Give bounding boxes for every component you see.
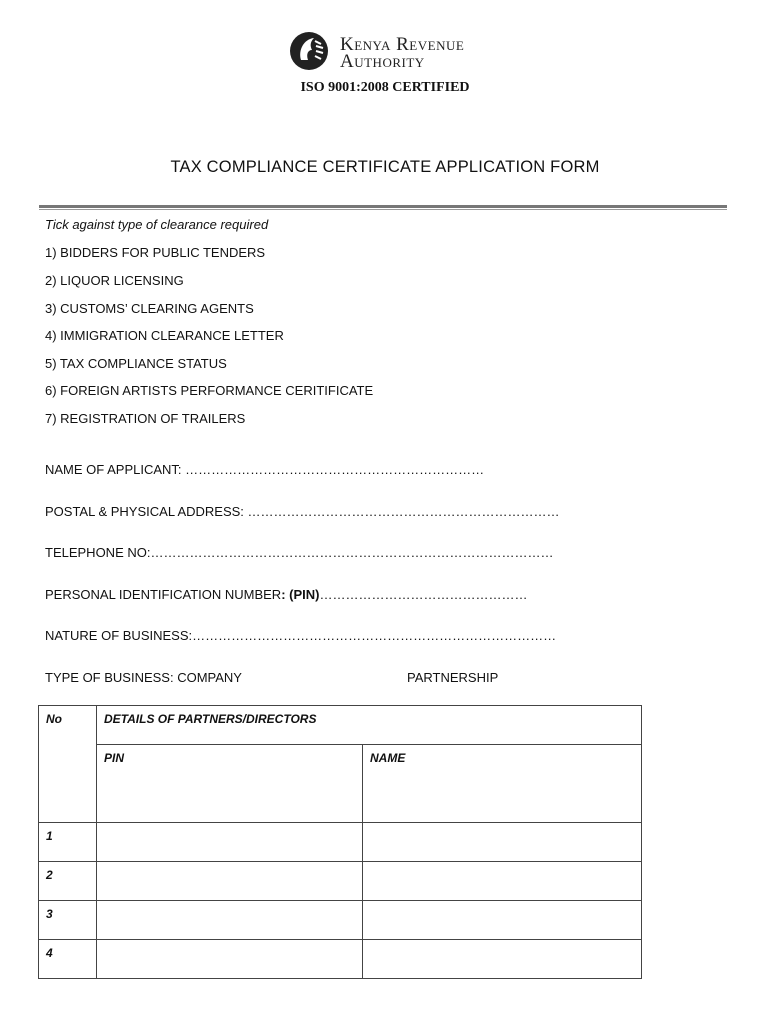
organization-name [340,36,464,70]
pin-label: PERSONAL IDENTIFICATION NUMBER [45,587,282,602]
pin-cell[interactable] [97,862,363,901]
clearance-option[interactable]: 3) CUSTOMS’ CLEARING AGENTS [45,301,254,316]
pin-dots: ………………………………………… [319,587,528,602]
type-of-business-company[interactable]: TYPE OF BUSINESS: COMPANY [45,670,242,685]
row-number: 3 [39,901,97,940]
no-header-label: No [46,712,62,726]
partners-directors-table [38,705,642,979]
applicant-name-field[interactable]: NAME OF APPLICANT: …………………………………………………………… [45,462,485,477]
pin-field[interactable] [45,587,527,602]
name-cell[interactable] [363,940,642,979]
name-column-header: NAME [363,745,642,823]
clearance-option[interactable]: 5) TAX COMPLIANCE STATUS [45,356,227,371]
no-column-header [39,706,97,823]
pin-column-header: PIN [97,745,363,823]
type-of-business-partnership[interactable]: PARTNERSHIP [407,670,499,685]
clearance-option[interactable]: 2) LIQUOR LICENSING [45,273,184,288]
table-row [39,940,642,979]
row-number: 2 [39,862,97,901]
pin-cell[interactable] [97,940,363,979]
kra-lion-logo-icon [288,30,330,72]
row-number: 4 [39,940,97,979]
clearance-option[interactable]: 6) FOREIGN ARTISTS PERFORMANCE CERITIFICATE [45,383,374,398]
name-cell[interactable] [363,901,642,940]
details-header: DETAILS OF PARTNERS/DIRECTORS [97,706,642,745]
nature-of-business-field[interactable]: NATURE OF BUSINESS:………………………………………………………………………… [45,628,557,643]
clearance-instruction: Tick against type of clearance required [45,217,269,232]
form-title: TAX COMPLIANCE CERTIFICATE APPLICATION FORM [170,158,600,176]
name-cell[interactable] [363,862,642,901]
telephone-field[interactable]: TELEPHONE NO:………………………………………………………………………………… [45,545,554,560]
row-number: 1 [39,823,97,862]
clearance-option[interactable]: 7) REGISTRATION OF TRAILERS [45,411,246,426]
table-row [39,823,642,862]
header-divider [39,205,727,208]
pin-cell[interactable] [97,901,363,940]
iso-certification: ISO 9001:2008 CERTIFIED [300,80,470,95]
org-name-line2: Authority [340,51,425,72]
pin-cell[interactable] [97,823,363,862]
clearance-option[interactable]: 1) BIDDERS FOR PUBLIC TENDERS [45,245,266,260]
table-row [39,901,642,940]
org-name-line1: Kenya Revenue [340,34,465,55]
pin-label-bold: : (PIN) [281,587,320,602]
clearance-option[interactable]: 4) IMMIGRATION CLEARANCE LETTER [45,328,284,343]
table-row [39,862,642,901]
name-cell[interactable] [363,823,642,862]
address-field[interactable]: POSTAL & PHYSICAL ADDRESS: ……………………………………………………………… [45,504,560,519]
header-divider-thin [39,209,727,210]
